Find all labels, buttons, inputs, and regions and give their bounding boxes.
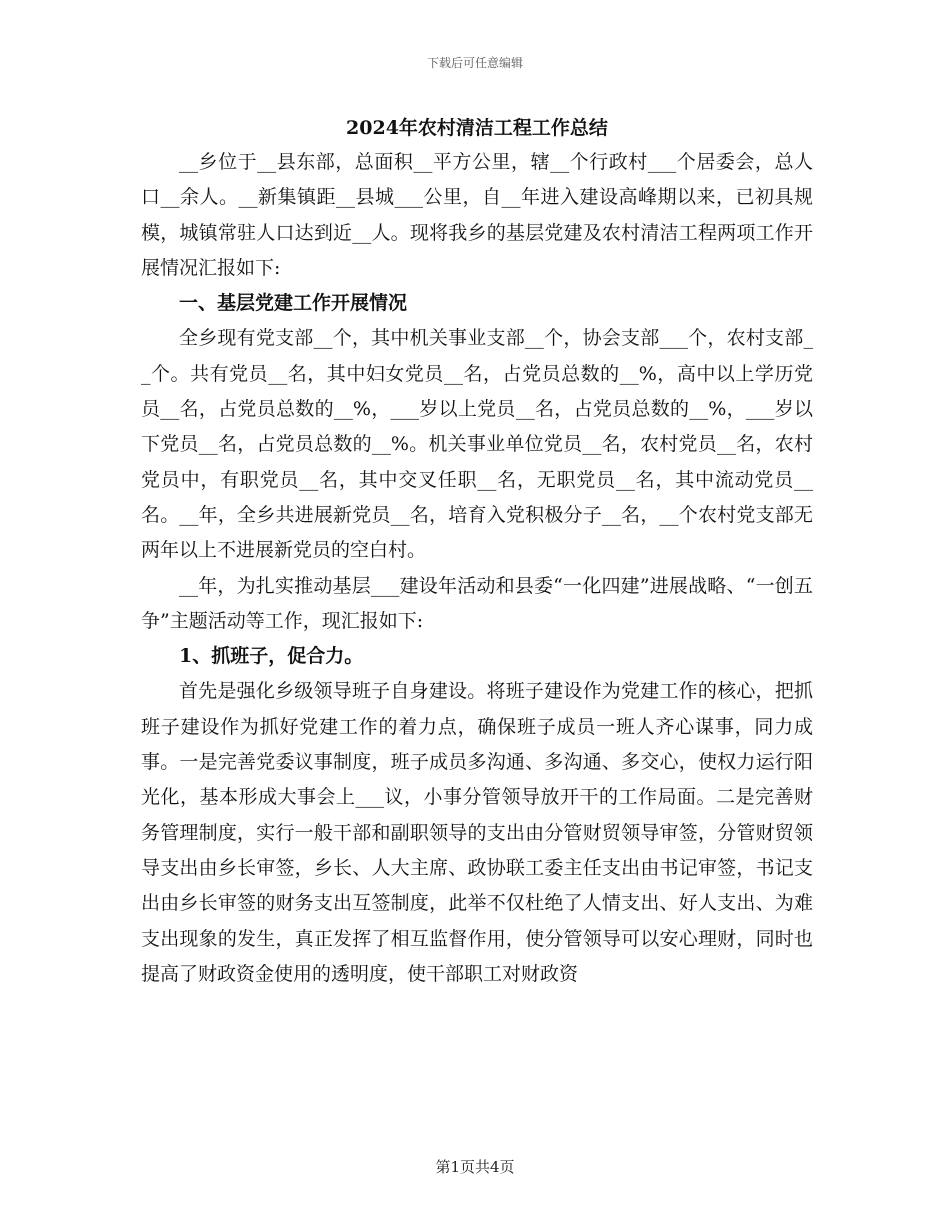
leadership-paragraph: 首先是强化乡级领导班子自身建设。将班子建设作为党建工作的核心，把抓班子建设作为抓好党建工作的着力点，确保班子成员一班人齐心谋事，同力成事。一是完善党委议事制度，班子成员多沟通、多沟通、多交心，使权力运行阳光化，基本形成大事会上___议，小事分管领导放开干的工作局面。二是完善财务管理制度，实行一般干部和副职领导的支出由分管财贸领导审签，分管财贸领导支出由乡长审签，乡长、人大主席、政协联工委主任支出由书记审签，书记支出由乡长审签的财务支出互签制度，此举不仅杜绝了人情支出、好人支出、为难支出现象的发生，真正发挥了相互监督作用，使分管领导可以安心理财，同时也提高了财政资金使用的透明度，使干部职工对财政资 bbox=[141, 680, 813, 985]
section-heading: 一、基层党建工作开展情况 bbox=[179, 292, 408, 315]
party-stats-paragraph: 全乡现有党支部__个，其中机关事业支部__个，协会支部___个，农村支部__个。共有党员__名，其中妇女党员__名，占党员总数的__%，高中以上学历党员__名，占党员总数的__%，___岁以上党员__名，占党员总数的__%，___岁以下党员__名，占党员总数的__%。机关事业单位党员__名，农村党员__名，农村党员中，有职党员__名，其中交叉任职__名，无职党员__名，其中流动党员__名。__年，全乡共进展新党员__名，培育入党积极分子__名，__个农村党支部无两年以上不进展新党员的空白村。 bbox=[141, 327, 813, 562]
document-body bbox=[141, 112, 813, 992]
activities-paragraph: __年，为扎实推动基层___建设年活动和县委“一化四建”进展战略、“一创五争”主题活动等工作，现汇报如下: bbox=[141, 574, 813, 632]
header-note: 下载后可任意编辑 bbox=[426, 56, 523, 70]
subsection-heading: 1、抓班子，促合力。 bbox=[179, 645, 364, 668]
document-title: 2024年农村清洁工程工作总结 bbox=[346, 117, 608, 139]
page-footer: 第1页共4页 bbox=[435, 1158, 515, 1176]
intro-paragraph: __乡位于__县东部，总面积__平方公里，辖__个行政村___个居委会，总人口__余人。__新集镇距__县城___公里，自__年进入建设高峰期以来，已初具规模，城镇常驻人口达到近__人。现将我乡的基层党建及农村清洁工程两项工作开展情况汇报如下: bbox=[141, 151, 813, 279]
